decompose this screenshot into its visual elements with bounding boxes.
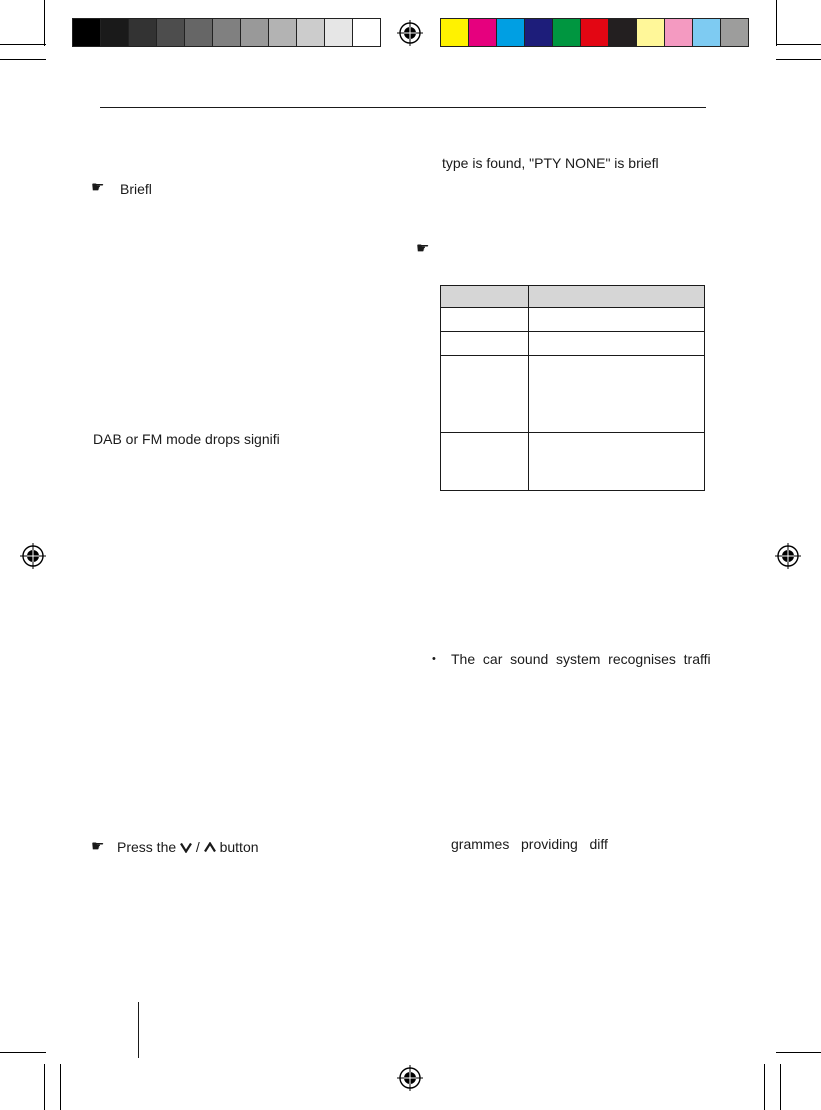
crop-mark: [776, 44, 821, 45]
table-header-cell: [441, 286, 529, 308]
crop-mark: [60, 1064, 61, 1110]
color-swatch: [324, 18, 353, 47]
table-cell: [441, 332, 529, 356]
color-swatch: [440, 18, 469, 47]
table-row: [441, 308, 705, 332]
color-swatch: [352, 18, 381, 47]
pointing-hand-icon: ☛: [416, 240, 430, 257]
table-row: [441, 433, 705, 491]
color-swatch: [608, 18, 637, 47]
pointing-hand-icon: ☛: [91, 838, 105, 855]
color-swatch: [692, 18, 721, 47]
color-swatch: [636, 18, 665, 47]
table-header-cell: [529, 286, 705, 308]
header-rule: [100, 107, 706, 108]
press-slash: /: [195, 839, 200, 855]
color-swatch: [296, 18, 325, 47]
crop-mark: [0, 44, 46, 45]
color-swatch: [128, 18, 157, 47]
bullet-symbol: •: [432, 653, 436, 665]
press-button-label: button: [219, 839, 259, 855]
table-cell: [441, 308, 529, 332]
crop-mark: [776, 59, 821, 60]
color-swatch: [240, 18, 269, 47]
table-cell: [529, 332, 705, 356]
color-swatch: [72, 18, 101, 47]
pointing-hand-icon: ☛: [91, 179, 105, 196]
color-swatch: [720, 18, 749, 47]
color-swatch: [156, 18, 185, 47]
registration-mark-icon: [775, 543, 801, 569]
crop-mark: [0, 59, 46, 60]
table-cell: [441, 356, 529, 433]
registration-mark-icon: [397, 1065, 423, 1091]
press-label: Press the: [117, 839, 177, 855]
table-header-row: [441, 286, 705, 308]
brief-note: Briefl: [120, 181, 152, 197]
traffic-bullet-text: The car sound system recognises traffi: [451, 651, 711, 667]
color-swatch: [268, 18, 297, 47]
color-swatch: [184, 18, 213, 47]
color-swatch: [100, 18, 129, 47]
table-cell: [441, 433, 529, 491]
press-note: [117, 839, 259, 855]
crop-mark: [44, 1064, 45, 1110]
programmes-text: grammes providing diff: [451, 836, 608, 852]
table-cell: [529, 433, 705, 491]
color-swatch: [524, 18, 553, 47]
color-swatch: [664, 18, 693, 47]
crop-mark: [776, 0, 777, 46]
crop-mark: [764, 1064, 765, 1110]
table-cell: [529, 356, 705, 433]
table-row: [441, 356, 705, 433]
crop-mark: [780, 1064, 781, 1110]
footer-rule: [138, 1002, 139, 1058]
chevron-up-icon: [204, 842, 216, 853]
pty-table: [440, 285, 705, 491]
crop-mark: [776, 1052, 821, 1053]
table-cell: [529, 308, 705, 332]
registration-mark-icon: [397, 20, 423, 46]
table-row: [441, 332, 705, 356]
chevron-down-icon: [180, 842, 192, 853]
color-swatch: [580, 18, 609, 47]
crop-mark: [0, 1052, 46, 1053]
color-swatch: [468, 18, 497, 47]
crop-mark: [44, 0, 45, 46]
color-swatch: [552, 18, 581, 47]
registration-mark-icon: [20, 543, 46, 569]
color-swatch: [212, 18, 241, 47]
dab-fm-text: DAB or FM mode drops signifi: [93, 431, 280, 447]
pty-none-text: type is found, "PTY NONE" is briefl: [442, 155, 659, 171]
color-swatch: [496, 18, 525, 47]
